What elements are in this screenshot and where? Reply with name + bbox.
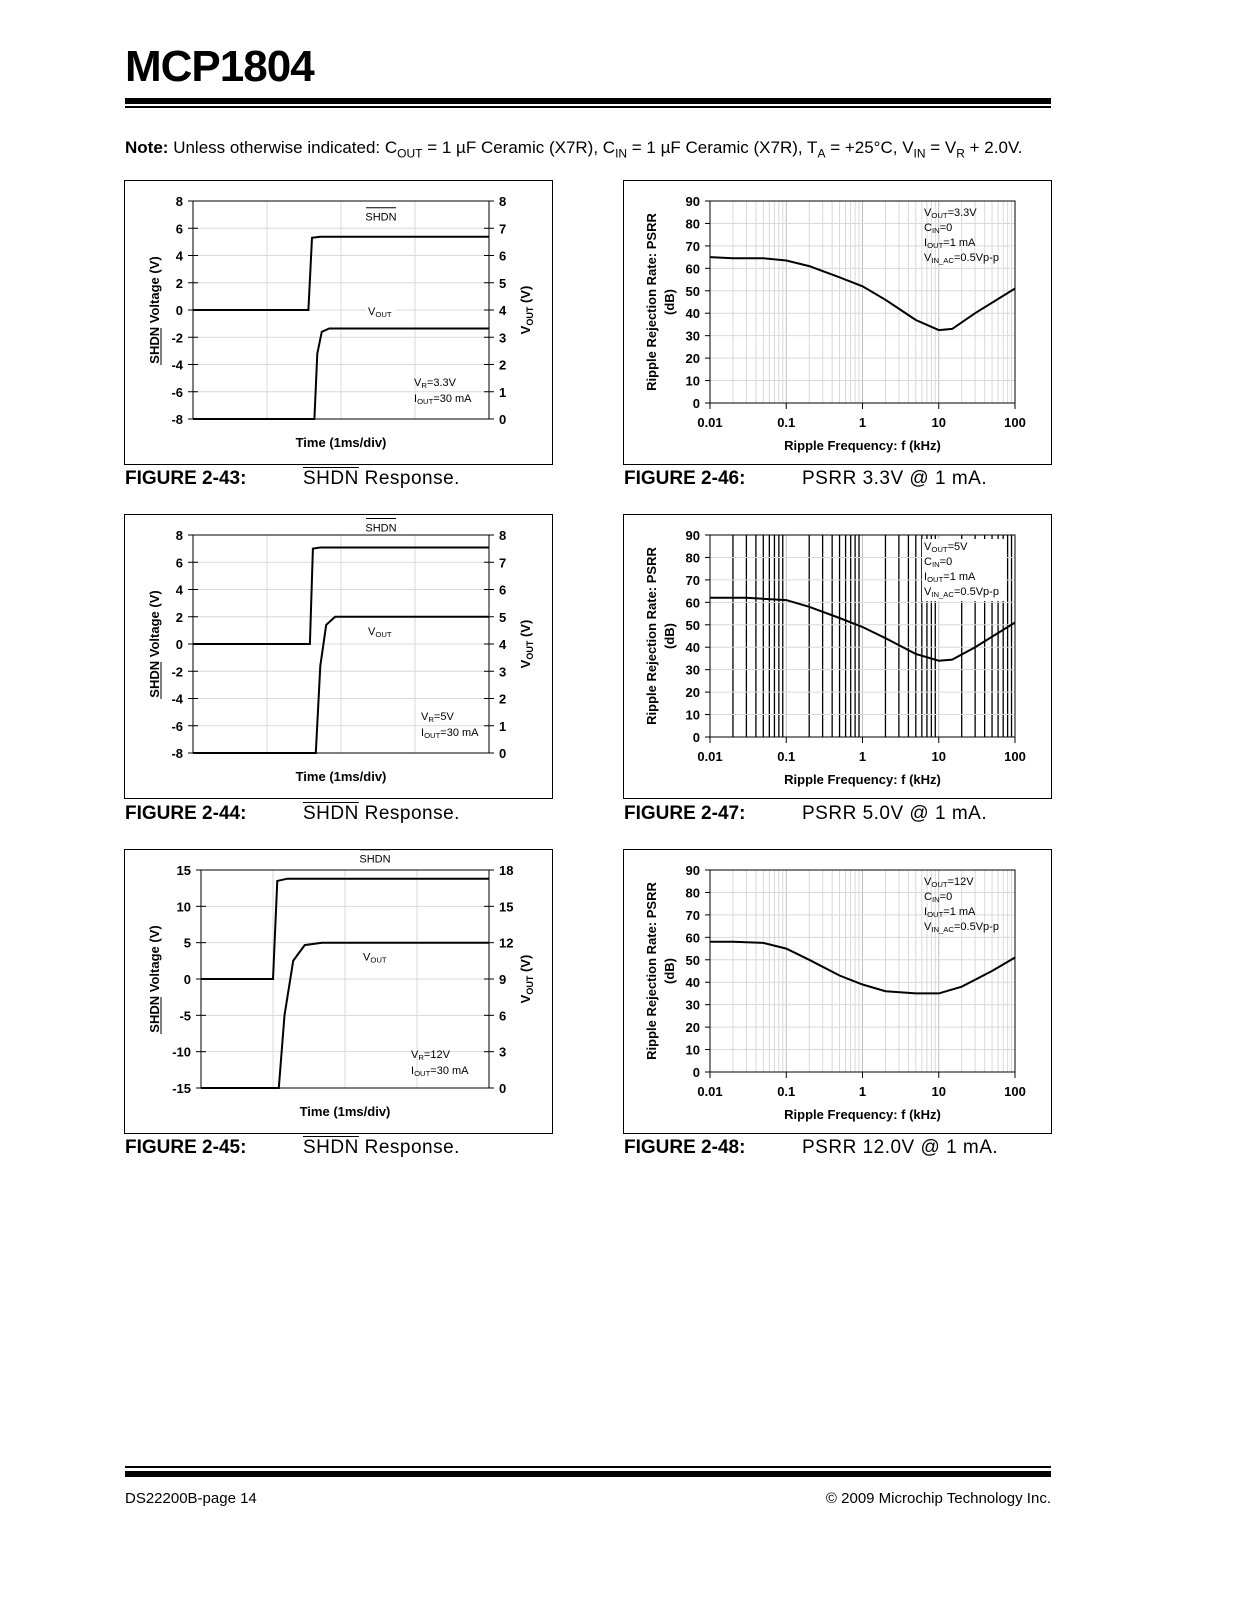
x-tick-label: 10 (931, 749, 946, 764)
svg-text:VOUT (V): $V_{OUT}$ (V) (518, 285, 535, 335)
figure-2-43-caption (125, 468, 460, 490)
caption-text: PSRR 12.0V @ 1 mA. (802, 1137, 999, 1158)
y-tick-label: 10 (176, 899, 191, 915)
legend-cin: CIN=0 (924, 891, 953, 904)
y-tick-label: 40 (685, 640, 700, 656)
y2-tick-label: 0 (499, 412, 507, 427)
y-tick-label: 6 (175, 221, 183, 237)
svg-text:VOUT (V): $V_{OUT}$ (V) (518, 954, 535, 1004)
y2-tick-label: 6 (499, 582, 507, 598)
figure-2-45-chart (124, 849, 553, 1134)
x-axis-label: Time (1ms/div) (299, 1104, 391, 1119)
shdn-label: SHDN (365, 522, 397, 535)
note-text: Unless otherwise indicated: $C_{OUT} = 1$ µF Ceramic (X7R), $C_{IN} = 1$ µF Ceramic (X7R), $T_A = +25^\circ C$, $V_{IN} = V_R + 2.0V$. (173, 138, 1023, 161)
y-tick-label: 80 (685, 885, 700, 901)
y-tick-label: -8 (171, 412, 183, 427)
svg-text:VOUT (V): $V_{OUT}$ (V) (518, 619, 535, 669)
y2-tick-label: 1 (499, 384, 507, 400)
y2-tick-label: 9 (499, 972, 507, 987)
y2-tick-label: 5 (499, 275, 507, 291)
x-tick-label: 0.1 (777, 749, 796, 764)
note-line (125, 138, 1065, 160)
y-axis-label: SHDN Voltage (V) (147, 925, 162, 1033)
y2-tick-label: 15 (499, 899, 514, 915)
condition-vr: VR=5V (421, 711, 454, 724)
y-axis-label-unit: (dB) (662, 623, 677, 649)
y2-tick-label: 3 (499, 330, 507, 346)
vout-label: VOUT (363, 951, 387, 965)
y-axis-label-unit: (dB) (662, 958, 677, 984)
condition-iout: IOUT=30 mA (414, 393, 472, 406)
y2-tick-label: 12 (499, 935, 514, 951)
x-tick-label: 100 (1004, 1084, 1026, 1099)
caption-text: PSRR 3.3V @ 1 mA. (802, 468, 988, 489)
x-tick-label: 10 (931, 415, 946, 430)
y-tick-label: 90 (685, 528, 700, 543)
y-tick-label: 50 (685, 617, 700, 633)
x-tick-label: 1 (858, 1084, 867, 1099)
figure-number: FIGURE 2-46: (624, 468, 746, 489)
y2-axis-label (518, 286, 535, 335)
y2-tick-label: 0 (499, 746, 507, 761)
y-axis-label: SHDN Voltage (V) (147, 590, 162, 698)
legend-vin-ac: VIN_AC=0.5Vp-p (924, 252, 999, 265)
y2-tick-label: 1 (499, 718, 507, 734)
y-tick-label: 0 (175, 303, 183, 318)
x-tick-label: 100 (1004, 749, 1026, 764)
y-axis-label-unit: (dB) (662, 289, 677, 315)
y-tick-label: 40 (685, 306, 700, 322)
y-tick-label: 70 (685, 572, 700, 588)
y-tick-label: 50 (685, 952, 700, 968)
y2-tick-label: 7 (499, 221, 507, 237)
y-tick-label: 10 (685, 373, 700, 389)
shdn-label: SHDN (365, 211, 397, 224)
y2-tick-label: 2 (499, 691, 507, 707)
y-tick-label: 8 (175, 528, 183, 543)
header-rule-thin (125, 106, 1051, 108)
header-rule-thick (125, 98, 1051, 104)
legend-cin: CIN=0 (924, 222, 953, 235)
y-tick-label: -5 (179, 1008, 191, 1024)
figure-2-44-caption (125, 803, 460, 825)
y-tick-label: 0 (692, 730, 700, 745)
y-tick-label: 0 (183, 972, 191, 987)
vout-label: VOUT (368, 306, 392, 319)
legend-vout: VOUT=12V (924, 876, 974, 889)
y2-tick-label: 18 (499, 863, 514, 878)
y-tick-label: 0 (692, 396, 700, 411)
condition-iout: IOUT=30 mA (421, 727, 479, 740)
condition-iout: IOUT=30 mA (411, 1065, 469, 1078)
y-tick-label: 30 (685, 328, 700, 344)
y-tick-label: 6 (175, 555, 183, 571)
y-tick-label: -4 (171, 357, 183, 373)
y-tick-label: 30 (685, 662, 700, 678)
caption-text: Response. (358, 803, 460, 824)
y-axis-label: Ripple Rejection Rate: PSRR (644, 213, 659, 391)
y-tick-label: 20 (685, 685, 700, 701)
legend-vin-ac: VIN_AC=0.5Vp-p (924, 586, 999, 599)
y-tick-label: -6 (171, 718, 183, 734)
y2-tick-label: 2 (499, 357, 507, 373)
y-tick-label: 2 (175, 275, 183, 291)
y2-tick-label: 8 (499, 194, 507, 209)
y-tick-label: 80 (685, 550, 700, 566)
y-tick-label: 50 (685, 283, 700, 299)
legend-iout: IOUT=1 mA (924, 571, 976, 584)
x-tick-label: 1 (858, 415, 867, 430)
x-axis-label: Time (1ms/div) (295, 769, 387, 784)
y-tick-label: 8 (175, 194, 183, 209)
legend-vout: VOUT=5V (924, 541, 968, 554)
y-tick-label: -8 (171, 746, 183, 761)
y-tick-label: 90 (685, 194, 700, 209)
y-tick-label: 0 (692, 1065, 700, 1080)
x-tick-label: 0.01 (697, 1084, 723, 1099)
y2-tick-label: 5 (499, 609, 507, 625)
y-tick-label: 15 (176, 863, 191, 878)
figure-2-48-caption (624, 1137, 998, 1159)
caption-text: Response. (358, 1137, 460, 1158)
footer-rule-thick (125, 1471, 1051, 1477)
legend-cin: CIN=0 (924, 556, 953, 569)
figure-number: FIGURE 2-48: (624, 1137, 746, 1158)
y-tick-label: 20 (685, 1020, 700, 1036)
y-tick-label: -15 (172, 1081, 191, 1096)
y-tick-label: -10 (172, 1044, 191, 1060)
y-tick-label: 60 (685, 930, 700, 946)
y2-axis-label (518, 620, 535, 669)
vout-label: VOUT (368, 625, 392, 639)
figure-2-47-chart (623, 514, 1052, 799)
figure-2-44-chart (124, 514, 553, 799)
y2-tick-label: 8 (499, 528, 507, 543)
caption-overline: SHDN (303, 803, 359, 824)
x-tick-label: 0.1 (777, 415, 796, 430)
y-tick-label: 60 (685, 595, 700, 611)
y-tick-label: 30 (685, 997, 700, 1013)
y2-tick-label: 6 (499, 1008, 507, 1024)
x-tick-label: 100 (1004, 415, 1026, 430)
y-tick-label: 4 (175, 582, 183, 598)
figure-2-46-caption (624, 468, 987, 490)
caption-text: PSRR 5.0V @ 1 mA. (802, 803, 988, 824)
y-tick-label: 80 (685, 216, 700, 232)
caption-text: Response. (358, 468, 460, 489)
caption-overline: SHDN (303, 468, 359, 489)
footer-page-id: DS22200B-page 14 (125, 1490, 257, 1507)
legend-iout: IOUT=1 mA (924, 237, 976, 250)
x-axis-label: Ripple Frequency: f (kHz) (784, 438, 941, 453)
y-axis-label: SHDN Voltage (V) (147, 256, 162, 364)
y-axis-label: Ripple Rejection Rate: PSRR (644, 882, 659, 1060)
y-tick-label: 40 (685, 975, 700, 991)
y2-tick-label: 0 (499, 1081, 507, 1096)
y-tick-label: -6 (171, 384, 183, 400)
x-tick-label: 0.1 (777, 1084, 796, 1099)
y-tick-label: 4 (175, 248, 183, 264)
y2-tick-label: 3 (499, 664, 507, 680)
y-tick-label: 70 (685, 907, 700, 923)
figure-number: FIGURE 2-45: (125, 1137, 247, 1158)
y2-tick-label: 6 (499, 248, 507, 264)
y-tick-label: -2 (171, 330, 183, 346)
y-tick-label: 5 (183, 935, 191, 951)
y2-axis-label (518, 955, 535, 1004)
y-axis-label: Ripple Rejection Rate: PSRR (644, 547, 659, 725)
figure-2-43-chart (124, 180, 553, 465)
figure-number: FIGURE 2-47: (624, 803, 746, 824)
figure-number: FIGURE 2-43: (125, 468, 247, 489)
figure-2-48-chart (623, 849, 1052, 1134)
page-title: MCP1804 (125, 42, 314, 91)
figure-2-46-chart (623, 180, 1052, 465)
x-tick-label: 10 (931, 1084, 946, 1099)
y-tick-label: 2 (175, 609, 183, 625)
y-tick-label: 60 (685, 261, 700, 277)
x-tick-label: 0.01 (697, 749, 723, 764)
figure-2-47-caption (624, 803, 987, 825)
legend-vout: VOUT=3.3V (924, 207, 977, 220)
caption-overline: SHDN (303, 1137, 359, 1158)
legend-iout: IOUT=1 mA (924, 906, 976, 919)
x-axis-label: Ripple Frequency: f (kHz) (784, 1107, 941, 1122)
y-tick-label: 10 (685, 707, 700, 723)
footer-copyright: © 2009 Microchip Technology Inc. (825, 1490, 1051, 1507)
y2-tick-label: 7 (499, 555, 507, 571)
y2-tick-label: 4 (499, 303, 507, 318)
legend-vin-ac: VIN_AC=0.5Vp-p (924, 921, 999, 934)
y2-tick-label: 3 (499, 1044, 507, 1060)
figure-number: FIGURE 2-44: (125, 803, 247, 824)
y-tick-label: -4 (171, 691, 183, 707)
y-tick-label: 0 (175, 637, 183, 652)
condition-vr: VR=12V (411, 1049, 450, 1062)
y-tick-label: -2 (171, 664, 183, 680)
x-axis-label: Time (1ms/div) (295, 435, 387, 450)
footer-rule-thin (125, 1466, 1051, 1468)
note-label: Note: (125, 138, 169, 157)
y-tick-label: 90 (685, 863, 700, 878)
x-axis-label: Ripple Frequency: f (kHz) (784, 772, 941, 787)
x-tick-label: 1 (858, 749, 867, 764)
y2-tick-label: 4 (499, 637, 507, 652)
shdn-label: SHDN (359, 853, 391, 866)
y-tick-label: 70 (685, 238, 700, 254)
y-tick-label: 20 (685, 351, 700, 367)
x-tick-label: 0.01 (697, 415, 723, 430)
condition-vr: VR=3.3V (414, 377, 456, 390)
figure-2-45-caption (125, 1137, 460, 1159)
y-tick-label: 10 (685, 1042, 700, 1058)
